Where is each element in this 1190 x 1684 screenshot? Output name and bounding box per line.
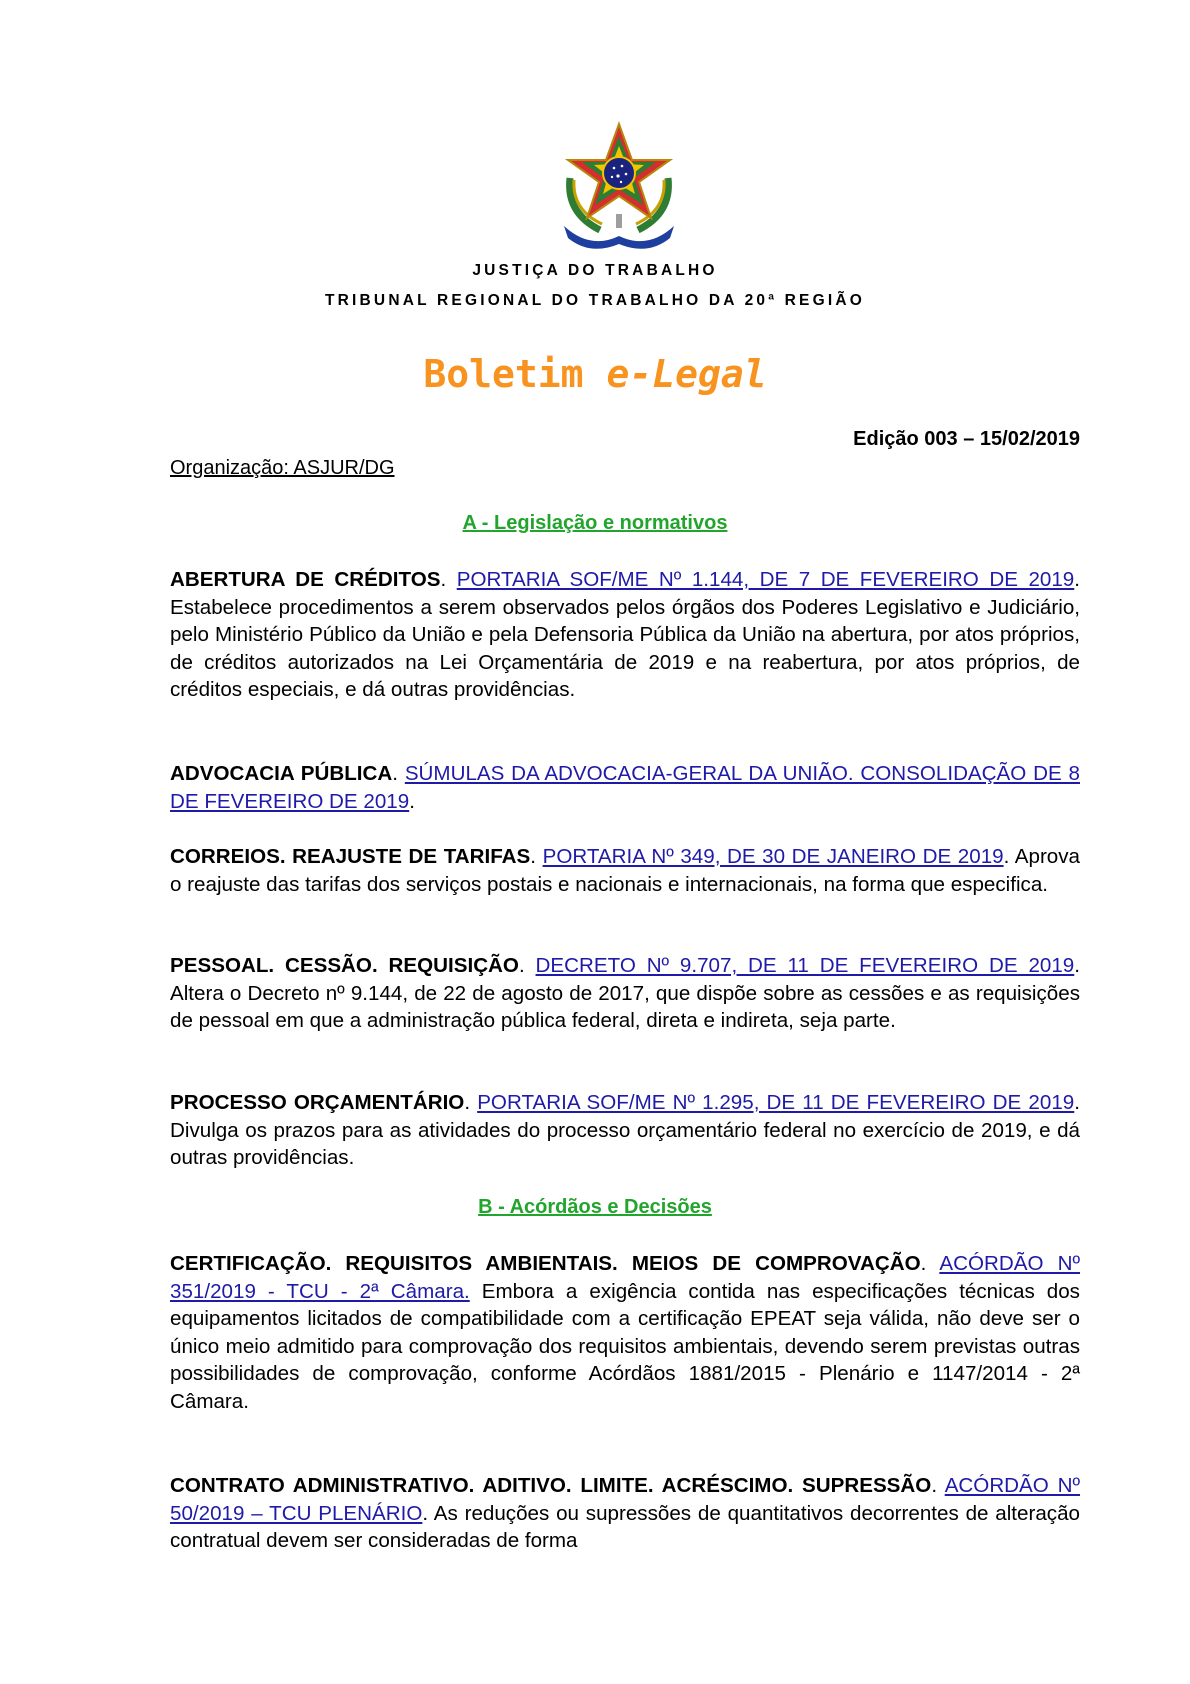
item-heading: CORREIOS. REAJUSTE DE TARIFAS: [170, 845, 531, 868]
organization-label: Organização: ASJUR/DG: [170, 457, 395, 479]
item-text: . As reduções ou supressões de quantitativos decorrentes de alteração contratual devem ser consideradas de forma: [170, 1501, 1080, 1553]
item-separator: .: [518, 954, 536, 977]
item-text: .: [409, 789, 415, 813]
item-text: . Altera o Decreto nº 9.144, de 22 de agosto de 2017, que dispõe sobre as cessões e as requisições de pessoal em que a administração pública federal, direta e indireta, seja parte.: [170, 954, 1080, 1033]
header-line-2: TRIBUNAL REGIONAL DO TRABALHO DA 20ª REGIÃO: [324, 292, 866, 309]
item-link[interactable]: PORTARIA SOF/ME Nº 1.144, DE 7 DE FEVEREIRO DE 2019: [456, 568, 1075, 591]
brazil-coat-of-arms-icon: [560, 118, 678, 250]
edition-date: Edição 003 – 15/02/2019: [853, 428, 1080, 450]
item-separator: .: [392, 762, 405, 785]
decision-item: [170, 1472, 1080, 1555]
item-text: . Estabelece procedimentos a serem observados pelos órgãos dos Poderes Legislativo e Judiciário, pelo Ministério Público da União e pela Defensoria Pública da União na abertura, por atos próprios, de créditos autorizados na Lei Orçamentária de 2019 e na reabertura, por atos próprios, de créditos especiais, e dá outras providências.: [170, 568, 1081, 702]
item-separator: .: [920, 1252, 940, 1275]
item-link[interactable]: PORTARIA SOF/ME Nº 1.295, DE 11 DE FEVEREIRO DE 2019: [477, 1091, 1075, 1114]
bulletin-title: [0, 352, 1190, 396]
legislation-item: [170, 843, 1080, 898]
item-separator: .: [440, 568, 457, 591]
item-link[interactable]: SÚMULAS DA ADVOCACIA-GERAL DA UNIÃO. CONSOLIDAÇÃO DE 8 DE FEVEREIRO DE 2019: [170, 762, 1080, 813]
item-heading: CONTRATO ADMINISTRATIVO. ADITIVO. LIMITE. ACRÉSCIMO. SUPRESSÃO: [170, 1474, 932, 1497]
item-text: Embora a exigência contida nas especificações técnicas dos equipamentos licitados de compatibilidade com a certificação EPEAT seja válida, não deve ser o único meio admitido para comprovação dos requisitos ambientais, devendo serem previstas outras possibilidades de comprovação, conforme Acórdãos 1881/2015 - Plenário e 1147/2014 - 2ª Câmara.: [170, 1279, 1080, 1413]
section-a-title: A - Legislação e normativos: [462, 512, 728, 534]
item-heading: ABERTURA DE CRÉDITOS: [170, 568, 441, 591]
title-prefix: Boletim: [423, 352, 607, 396]
item-text: . Divulga os prazos para as atividades do processo orçamentário federal no exercício de 2019, e dá outras providências.: [170, 1091, 1080, 1170]
item-separator: .: [931, 1474, 945, 1497]
decision-item: [170, 1250, 1080, 1416]
legislation-item: [170, 566, 1080, 704]
item-link[interactable]: DECRETO Nº 9.707, DE 11 DE FEVEREIRO DE 2019: [535, 954, 1075, 977]
section-b-title: B - Acórdãos e Decisões: [478, 1196, 712, 1218]
item-heading: PESSOAL. CESSÃO. REQUISIÇÃO: [170, 954, 519, 977]
item-heading: ADVOCACIA PÚBLICA: [170, 762, 393, 785]
item-link[interactable]: ACÓRDÃO Nº 50/2019 – TCU PLENÁRIO: [170, 1474, 1080, 1525]
legislation-item: [170, 1089, 1080, 1172]
legislation-item: [170, 760, 1080, 815]
item-separator: .: [464, 1091, 478, 1114]
item-heading: PROCESSO ORÇAMENTÁRIO: [170, 1091, 465, 1114]
title-emphasis: e-Legal: [606, 352, 767, 396]
item-separator: .: [530, 845, 543, 868]
legislation-item: [170, 952, 1080, 1035]
item-heading: CERTIFICAÇÃO. REQUISITOS AMBIENTAIS. MEIOS DE COMPROVAÇÃO: [170, 1252, 921, 1275]
header-line-1: JUSTIÇA DO TRABALHO: [472, 262, 718, 279]
item-link[interactable]: ACÓRDÃO Nº 351/2019 - TCU - 2ª Câmara.: [170, 1252, 1080, 1303]
item-link[interactable]: PORTARIA Nº 349, DE 30 DE JANEIRO DE 2019: [542, 845, 1004, 868]
item-text: . Aprova o reajuste das tarifas dos serviços postais e nacionais e internacionais, na forma que especifica.: [170, 845, 1081, 896]
